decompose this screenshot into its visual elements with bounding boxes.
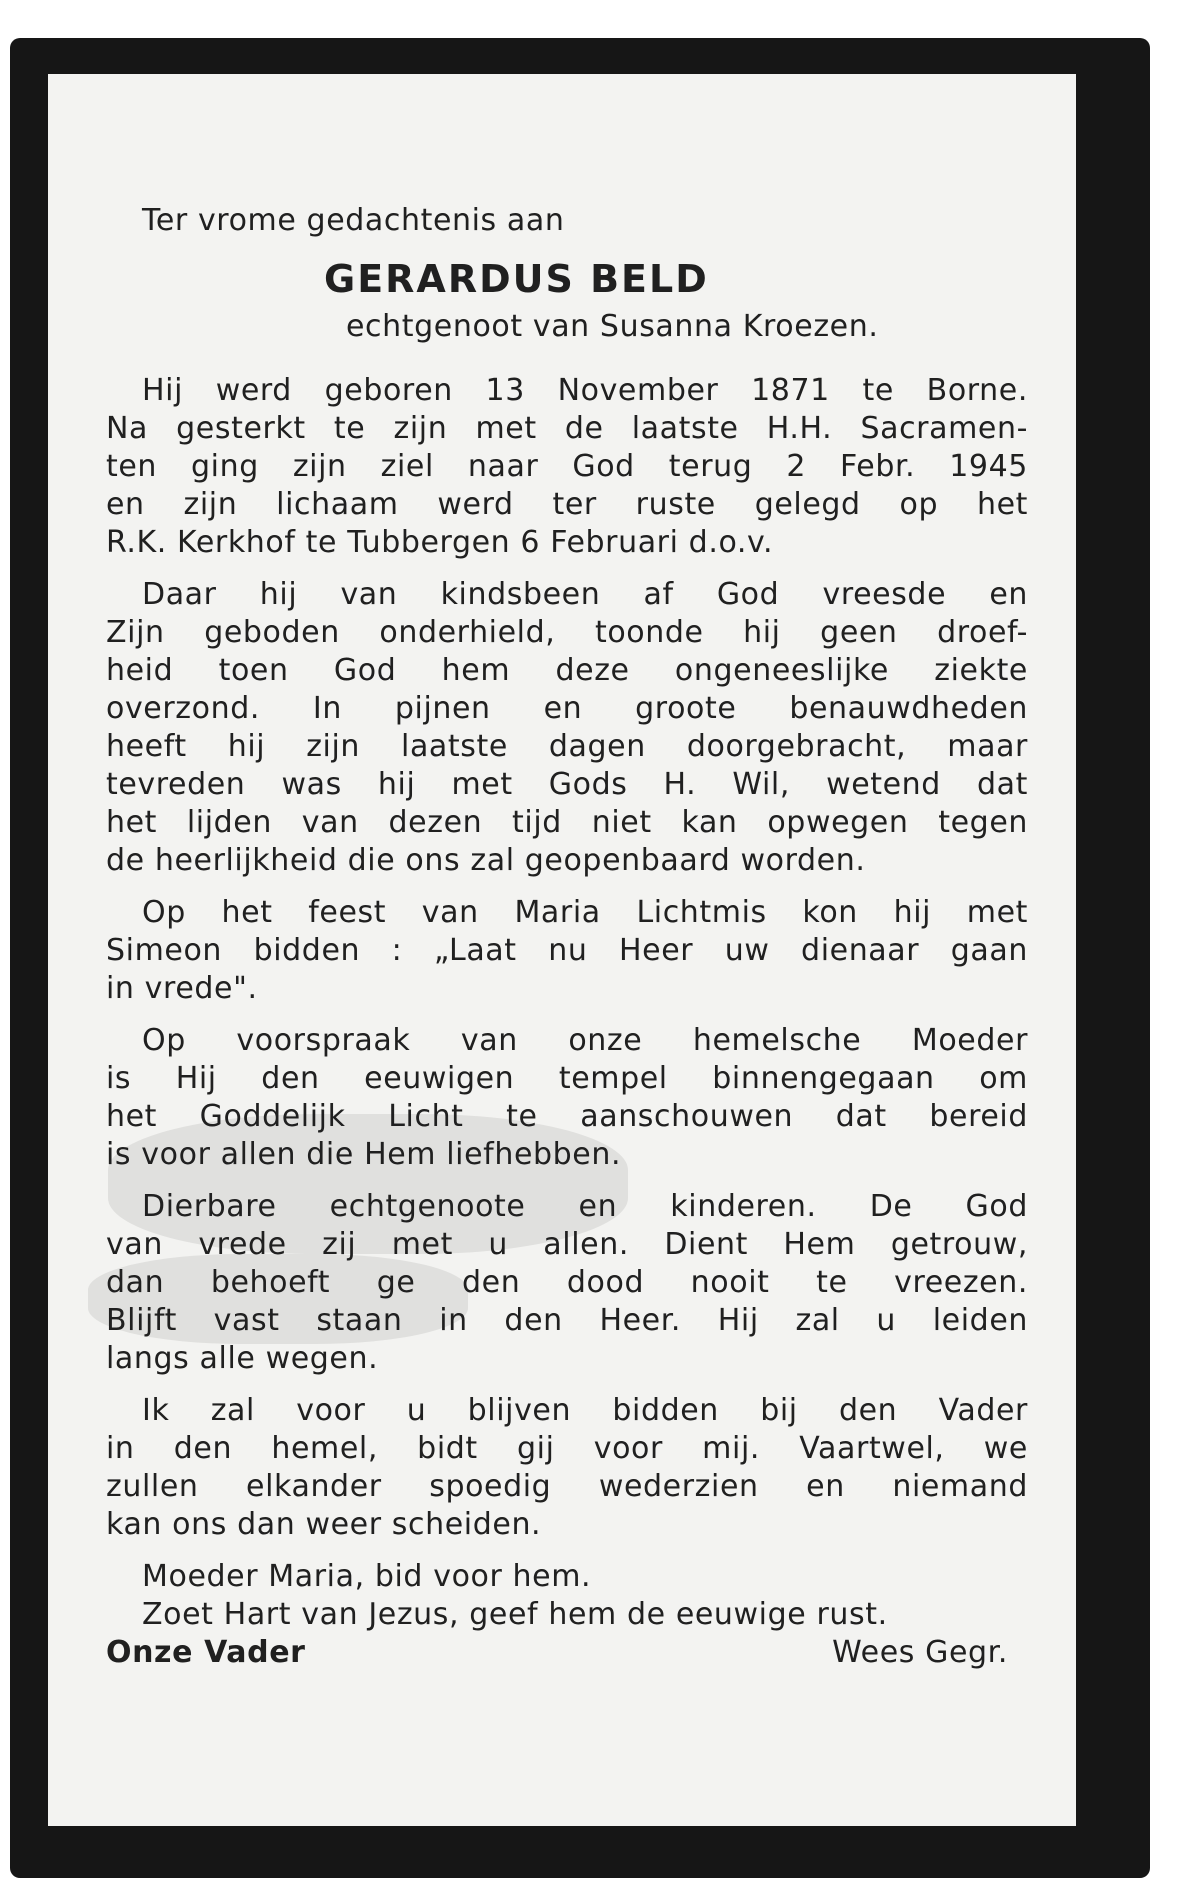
text-line: het lijden van dezen tijd niet kan opwegen tegen [106,805,1028,840]
deceased-name: GERARDUS BELD [324,257,709,301]
paragraph-life [106,576,1028,880]
memorial-card [10,38,1150,1878]
prayer-left: Onze Vader [106,1635,306,1670]
paragraph-farewell [106,1392,1028,1544]
prayer-right: Wees Gegr. [832,1635,1008,1670]
card-text [106,202,1028,1674]
text-line: dan behoeft ge den dood nooit te vreezen. [106,1265,1028,1300]
paragraph-moeder [106,1022,1028,1174]
prayer-footer [106,1634,1028,1674]
text-line: Op het feest van Maria Lichtmis kon hij met [142,895,1028,930]
text-line: zullen elkander spoedig wederzien en niemand [106,1469,1028,1504]
text-line: kan ons dan weer scheiden. [106,1507,542,1542]
paragraph-family [106,1188,1028,1378]
text-line: Daar hij van kindsbeen af God vreesde en [142,577,1028,612]
text-line: de heerlijkheid die ons zal geopenbaard worden. [106,843,866,878]
text-line: heid toen God hem deze ongeneeslijke ziekte [106,653,1028,688]
text-line: R.K. Kerkhof te Tubbergen 6 Februari d.o.v. [106,525,774,560]
text-line: overzond. In pijnen en groote benauwdheden [106,691,1028,726]
text-line: en zijn lichaam werd ter ruste gelegd op het [106,487,1028,522]
text-line: Hij werd geboren 13 November 1871 te Borne. [142,373,1028,408]
text-line: in vrede". [106,971,258,1006]
text-line: tevreden was hij met Gods H. Wil, wetend dat [106,767,1028,802]
text-line: heeft hij zijn laatste dagen doorgebracht, maar [106,729,1028,764]
closing-line: Moeder Maria, bid voor hem. [142,1559,592,1594]
closing-line: Zoet Hart van Jezus, geef hem de eeuwige rust. [142,1597,888,1632]
text-line: Na gesterkt te zijn met de laatste H.H. Sacramen- [106,411,1028,446]
card-inner [48,74,1076,1826]
text-line: Op voorspraak van onze hemelsche Moeder [142,1023,1028,1058]
spouse-line: echtgenoot van Susanna Kroezen. [346,309,879,344]
text-line: van vrede zij met u allen. Dient Hem getrouw, [106,1227,1028,1262]
text-line: is Hij den eeuwigen tempel binnengegaan om [106,1061,1028,1096]
text-line: is voor allen die Hem liefhebben. [106,1137,622,1172]
text-line: Ik zal voor u blijven bidden bij den Vader [142,1393,1028,1428]
text-line: Simeon bidden : „Laat nu Heer uw dienaar gaan [106,933,1028,968]
text-line: in den hemel, bidt gij voor mij. Vaartwel, we [106,1431,1028,1466]
closing-prayers [106,1558,1028,1634]
text-line: ten ging zijn ziel naar God terug 2 Febr. 1945 [106,449,1028,484]
text-line: het Goddelijk Licht te aanschouwen dat bereid [106,1099,1028,1134]
text-line: Blijft vast staan in den Heer. Hij zal u leiden [106,1303,1028,1338]
text-line: langs alle wegen. [106,1341,379,1376]
paragraph-lichtmis [106,894,1028,1008]
text-line: Zijn geboden onderhield, toonde hij geen droef- [106,615,1028,650]
paragraph-birth-death [106,372,1028,562]
intro-line: Ter vrome gedachtenis aan [142,203,565,238]
text-line: Dierbare echtgenoote en kinderen. De God [142,1189,1028,1224]
